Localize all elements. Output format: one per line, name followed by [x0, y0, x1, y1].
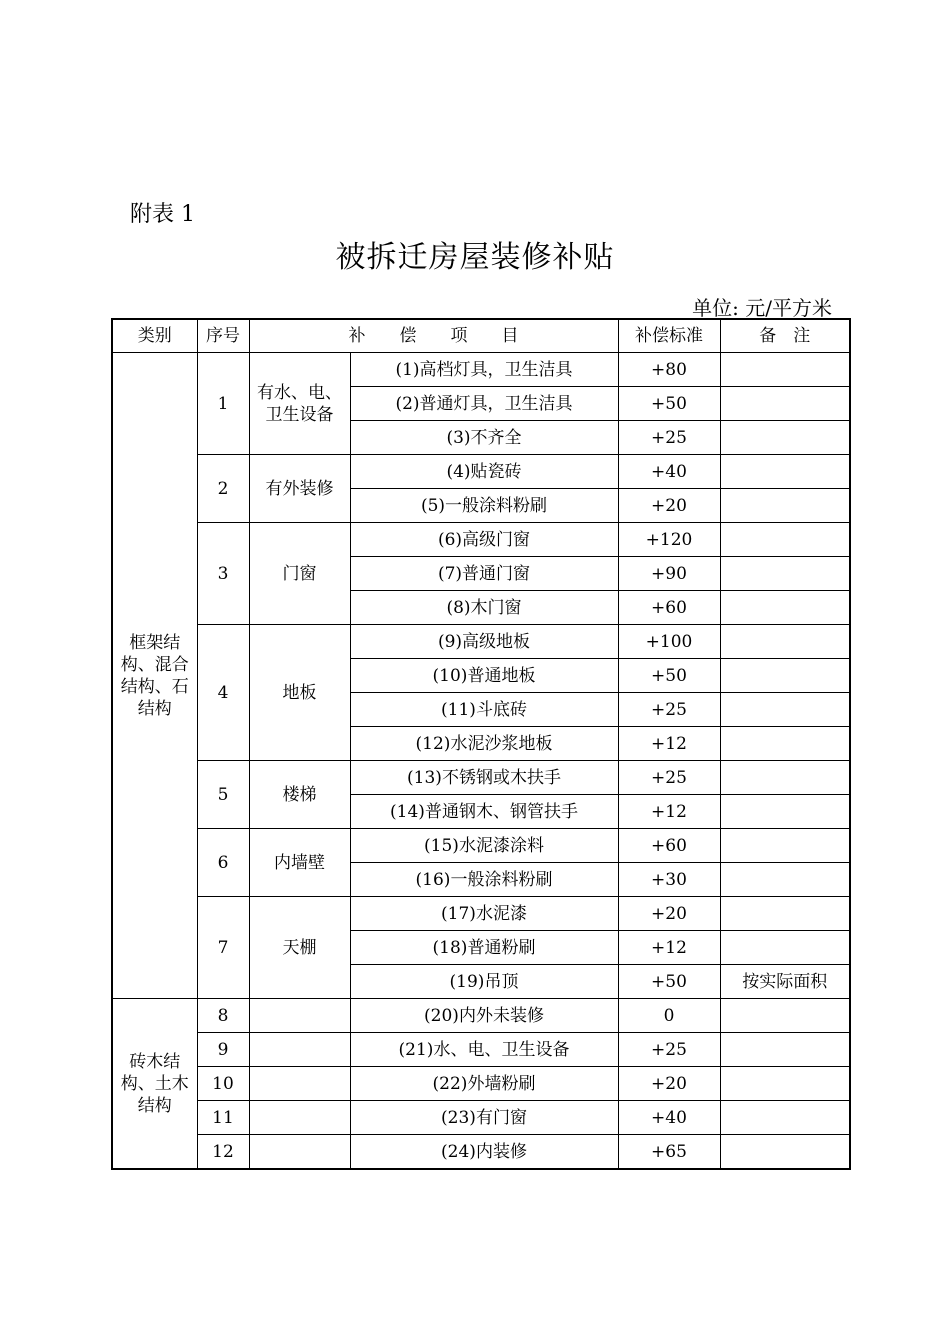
remark-cell: [720, 591, 850, 625]
standard-cell: +50: [618, 387, 720, 421]
table-row: [112, 625, 850, 659]
standard-cell: 0: [618, 999, 720, 1033]
standard-cell: +40: [618, 1101, 720, 1135]
remark-cell: [720, 489, 850, 523]
item-cell: (9)高级地板: [350, 625, 618, 659]
standard-cell: +12: [618, 931, 720, 965]
table-row: [112, 1067, 850, 1101]
seq-cell: 7: [197, 897, 249, 999]
standard-cell: +40: [618, 455, 720, 489]
standard-cell: +20: [618, 1067, 720, 1101]
group-name: 天棚: [249, 897, 350, 999]
remark-cell: [720, 625, 850, 659]
standard-cell: +25: [618, 693, 720, 727]
group-name: 地板: [249, 625, 350, 761]
unit-label: 单位: 元/平方米: [692, 296, 832, 320]
seq-cell: 1: [197, 353, 249, 455]
standard-cell: +60: [618, 829, 720, 863]
table-row: [112, 999, 850, 1033]
header-seq: 序号: [197, 319, 249, 353]
remark-cell: [720, 523, 850, 557]
item-cell: (1)高档灯具，卫生洁具: [350, 353, 618, 387]
group-name: [249, 1135, 350, 1170]
table-row: [112, 829, 850, 863]
standard-cell: +120: [618, 523, 720, 557]
item-cell: (3)不齐全: [350, 421, 618, 455]
appendix-label: 附表 1: [130, 202, 195, 227]
seq-cell: 8: [197, 999, 249, 1033]
standard-cell: +60: [618, 591, 720, 625]
table-row: [112, 353, 850, 387]
item-cell: (19)吊顶: [350, 965, 618, 999]
table-row: [112, 897, 850, 931]
standard-cell: +12: [618, 795, 720, 829]
remark-cell: [720, 931, 850, 965]
standard-cell: +25: [618, 1033, 720, 1067]
standard-cell: +80: [618, 353, 720, 387]
group-name: 楼梯: [249, 761, 350, 829]
remark-cell: [720, 1033, 850, 1067]
remark-cell: [720, 1135, 850, 1170]
group-name: 有外装修: [249, 455, 350, 523]
item-cell: (6)高级门窗: [350, 523, 618, 557]
remark-cell: [720, 1101, 850, 1135]
table-header-row: [112, 319, 850, 353]
remark-cell: [720, 897, 850, 931]
table-row: [112, 1101, 850, 1135]
item-cell: (4)贴瓷砖: [350, 455, 618, 489]
standard-cell: +12: [618, 727, 720, 761]
seq-cell: 2: [197, 455, 249, 523]
standard-cell: +65: [618, 1135, 720, 1170]
group-name: [249, 999, 350, 1033]
group-name: 内墙壁: [249, 829, 350, 897]
remark-cell: [720, 557, 850, 591]
seq-cell: 11: [197, 1101, 249, 1135]
item-cell: (8)木门窗: [350, 591, 618, 625]
category-frame: 框架结构、混合结构、石结构: [112, 353, 197, 999]
remark-cell: [720, 1067, 850, 1101]
standard-cell: +25: [618, 761, 720, 795]
item-cell: (16)一般涂料粉刷: [350, 863, 618, 897]
item-cell: (12)水泥沙浆地板: [350, 727, 618, 761]
remark-cell: [720, 455, 850, 489]
standard-cell: +30: [618, 863, 720, 897]
table-row: [112, 1135, 850, 1170]
item-cell: (13)不锈钢或木扶手: [350, 761, 618, 795]
item-cell: (10)普通地板: [350, 659, 618, 693]
seq-cell: 3: [197, 523, 249, 625]
standard-cell: +20: [618, 897, 720, 931]
seq-cell: 9: [197, 1033, 249, 1067]
remark-cell: [720, 659, 850, 693]
standard-cell: +25: [618, 421, 720, 455]
table-row: [112, 1033, 850, 1067]
seq-cell: 6: [197, 829, 249, 897]
seq-cell: 12: [197, 1135, 249, 1170]
page-title: 被拆迁房屋装修补贴: [335, 240, 615, 275]
item-cell: (20)内外未装修: [350, 999, 618, 1033]
seq-cell: 4: [197, 625, 249, 761]
standard-cell: +50: [618, 965, 720, 999]
standard-cell: +100: [618, 625, 720, 659]
group-name: [249, 1101, 350, 1135]
table-row: [112, 523, 850, 557]
item-cell: (15)水泥漆涂料: [350, 829, 618, 863]
seq-cell: 10: [197, 1067, 249, 1101]
item-cell: (21)水、电、卫生设备: [350, 1033, 618, 1067]
group-name: 有水、电、卫生设备: [249, 353, 350, 455]
remark-cell: [720, 727, 850, 761]
standard-cell: +20: [618, 489, 720, 523]
remark-cell: [720, 863, 850, 897]
seq-cell: 5: [197, 761, 249, 829]
remark-cell: [720, 693, 850, 727]
header-standard: 补偿标准: [618, 319, 720, 353]
table-row: [112, 761, 850, 795]
compensation-table: [111, 318, 851, 1170]
item-cell: (17)水泥漆: [350, 897, 618, 931]
item-cell: (2)普通灯具，卫生洁具: [350, 387, 618, 421]
remark-cell: [720, 387, 850, 421]
remark-cell: [720, 999, 850, 1033]
item-cell: (18)普通粉刷: [350, 931, 618, 965]
item-cell: (24)内装修: [350, 1135, 618, 1170]
group-name: 门窗: [249, 523, 350, 625]
item-cell: (22)外墙粉刷: [350, 1067, 618, 1101]
item-cell: (7)普通门窗: [350, 557, 618, 591]
remark-cell: 按实际面积: [720, 965, 850, 999]
group-name: [249, 1033, 350, 1067]
remark-cell: [720, 761, 850, 795]
remark-cell: [720, 829, 850, 863]
standard-cell: +50: [618, 659, 720, 693]
header-category: 类别: [112, 319, 197, 353]
group-name: [249, 1067, 350, 1101]
remark-cell: [720, 795, 850, 829]
item-cell: (5)一般涂料粉刷: [350, 489, 618, 523]
category-brick: 砖木结构、土木结构: [112, 999, 197, 1170]
remark-cell: [720, 421, 850, 455]
item-cell: (23)有门窗: [350, 1101, 618, 1135]
header-item: 补 偿 项 目: [249, 319, 618, 353]
item-cell: (11)斗底砖: [350, 693, 618, 727]
standard-cell: +90: [618, 557, 720, 591]
item-cell: (14)普通钢木、钢管扶手: [350, 795, 618, 829]
remark-cell: [720, 353, 850, 387]
table-row: [112, 455, 850, 489]
header-remark: 备 注: [720, 319, 850, 353]
